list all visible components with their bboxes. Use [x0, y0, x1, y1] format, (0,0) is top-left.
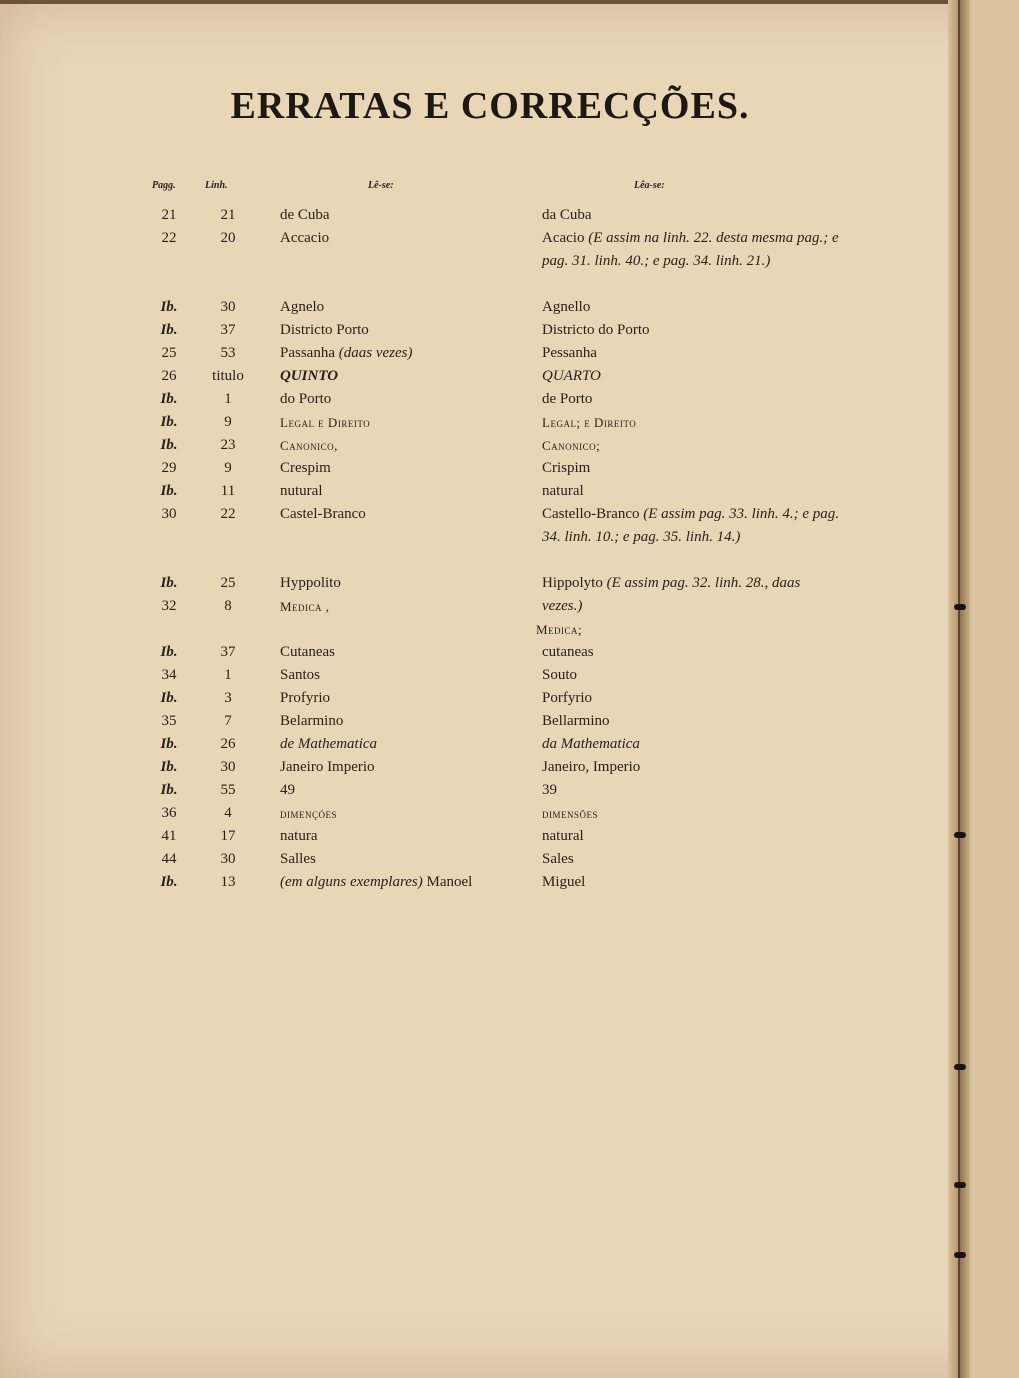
cell-le: natura — [280, 828, 318, 844]
table-row — [0, 779, 940, 802]
cell-lin: 20 — [220, 230, 236, 246]
cell-lin: 8 — [224, 598, 232, 614]
cell-lin: 25 — [220, 575, 236, 591]
stitch-mark — [954, 1064, 966, 1070]
cell-le: Janeiro Imperio — [280, 759, 375, 775]
cell-pag: 32 — [161, 598, 177, 614]
cell-lea: 39 — [542, 782, 557, 798]
cell-lea: Crispim — [542, 460, 591, 476]
table-row — [0, 365, 940, 388]
cell-pag: Ib. — [160, 690, 178, 706]
table-row — [0, 342, 940, 365]
table-row — [0, 411, 940, 434]
table-row — [0, 710, 940, 733]
table-row — [0, 687, 940, 710]
cell-lin: 30 — [220, 759, 236, 775]
cell-pag: 26 — [161, 368, 177, 384]
cell-pag: 21 — [161, 207, 177, 223]
cell-pag: Ib. — [160, 759, 178, 775]
cell-le: Santos — [280, 667, 321, 683]
cell-pag: Ib. — [160, 575, 178, 591]
stitch-mark — [954, 1182, 966, 1188]
table-row — [0, 480, 940, 503]
cell-le: Crespim — [280, 460, 331, 476]
cell-lea: Agnello — [542, 299, 591, 315]
cell-lea-main: Acacio — [542, 230, 585, 246]
cell-lin: 37 — [220, 644, 236, 660]
table-row — [0, 296, 940, 319]
page-title: ERRATAS E CORRECÇÕES. — [230, 85, 750, 127]
cell-pag: Ib. — [160, 782, 178, 798]
cell-lin: 53 — [220, 345, 236, 361]
cell-le — [280, 342, 412, 365]
cell-pag: 22 — [161, 230, 177, 246]
cell-lea — [542, 503, 842, 549]
table-row — [0, 848, 940, 871]
cell-pag: 44 — [161, 851, 177, 867]
cell-le: Canonico, — [280, 438, 338, 453]
cell-lin: 26 — [220, 736, 236, 752]
cell-lin: 7 — [224, 713, 232, 729]
errata-table — [0, 204, 940, 894]
cell-lea: de Porto — [542, 391, 593, 407]
cell-lea: Bellarmino — [542, 713, 610, 729]
table-row — [0, 227, 940, 296]
cell-lea: QUARTO — [542, 368, 601, 384]
table-row — [0, 388, 940, 411]
cell-le: Salles — [280, 851, 316, 867]
cell-lin: 4 — [224, 805, 232, 821]
cell-lea-note: (E assim pag. 33. linh. 4.; e pag. 34. linh. 10.; e pag. 35. linh. 14.) — [542, 506, 840, 545]
column-header-lea: Lêa-se: — [634, 180, 665, 191]
cell-lea: dimensões — [542, 806, 599, 821]
table-row — [0, 664, 940, 687]
cell-lea: Sales — [542, 851, 574, 867]
cell-pag: Ib. — [160, 644, 178, 660]
cell-lin: 22 — [220, 506, 236, 522]
cell-le: Belarmino — [280, 713, 344, 729]
column-header-lin: Linh. — [205, 180, 228, 191]
cell-lea — [542, 227, 842, 273]
cell-le — [280, 871, 472, 894]
table-row — [0, 802, 940, 825]
cell-lea: Janeiro, Imperio — [542, 759, 641, 775]
cell-pag: Ib. — [160, 322, 178, 338]
spine-thread — [958, 0, 960, 1378]
cell-lea-main: Castello-Branco — [542, 506, 640, 522]
cell-lea: natural — [542, 483, 584, 499]
cell-lea-main: Hippolyto — [542, 575, 603, 591]
table-row — [0, 204, 940, 227]
cell-le: Districto Porto — [280, 322, 369, 338]
cell-pag: 30 — [161, 506, 177, 522]
cell-le: QUINTO — [280, 368, 339, 384]
cell-pag: 41 — [161, 828, 177, 844]
cell-le: Hyppolito — [280, 575, 341, 591]
cell-le: Accacio — [280, 230, 330, 246]
cell-lea: Medica; — [536, 622, 583, 637]
cell-le-main: Passanha — [280, 345, 335, 361]
cell-lin: 13 — [220, 874, 236, 890]
column-header-pag: Pagg. — [152, 180, 176, 191]
table-row — [0, 434, 940, 457]
stitch-mark — [954, 832, 966, 838]
cell-le: dimençóes — [280, 806, 338, 821]
cell-lin: 1 — [224, 667, 232, 683]
cell-lea: da Cuba — [542, 207, 592, 223]
facing-page-edge — [970, 0, 1019, 1378]
cell-lin: 37 — [220, 322, 236, 338]
cell-le-note: (em alguns exemplares) — [280, 874, 423, 890]
cell-lea: Porfyrio — [542, 690, 592, 706]
table-row — [0, 319, 940, 342]
cell-lea: Pessanha — [542, 345, 597, 361]
cell-lin: 3 — [224, 690, 232, 706]
cell-le-note: (daas vezes) — [338, 345, 413, 361]
cell-lea: Miguel — [542, 874, 586, 890]
cell-pag: Ib. — [160, 414, 178, 430]
table-row — [0, 825, 940, 848]
cell-le: 49 — [280, 782, 295, 798]
cell-le: Profyrio — [280, 690, 330, 706]
table-row — [0, 595, 940, 618]
cell-pag: 25 — [161, 345, 177, 361]
cell-lin: 30 — [220, 299, 236, 315]
cell-lin: 17 — [220, 828, 236, 844]
table-header — [0, 180, 940, 196]
cell-pag: 35 — [161, 713, 177, 729]
cell-lea: Legal; e Direito — [542, 415, 637, 430]
top-edge — [0, 0, 1019, 4]
table-row — [0, 756, 940, 779]
table-row — [0, 457, 940, 480]
cell-le: Legal e Direito — [280, 415, 371, 430]
table-row — [0, 641, 940, 664]
table-row — [0, 733, 940, 756]
cell-le: Castel-Branco — [280, 506, 366, 522]
cell-pag: 36 — [161, 805, 177, 821]
cell-lin: 30 — [220, 851, 236, 867]
stitch-mark — [954, 1252, 966, 1258]
cell-lea-note: (E assim na linh. 22. desta mesma pag.; e pag. 31. linh. 40.; e pag. 34. linh. 21.) — [542, 230, 839, 269]
cell-lin: 11 — [220, 483, 236, 499]
cell-lea: da Mathematica — [542, 736, 640, 752]
cell-pag: Ib. — [160, 437, 178, 453]
cell-pag: Ib. — [160, 736, 178, 752]
cell-le: de Cuba — [280, 207, 330, 223]
cell-pag: Ib. — [160, 874, 178, 890]
table-row — [0, 871, 940, 894]
table-row — [0, 618, 940, 641]
cell-pag: Ib. — [160, 299, 178, 315]
cell-lin: 1 — [224, 391, 232, 407]
cell-pag: 34 — [161, 667, 177, 683]
column-header-le: Lê-se: — [368, 180, 394, 191]
cell-le: Medica , — [280, 599, 330, 614]
cell-le-main: Manoel — [426, 874, 473, 890]
cell-le: Agnelo — [280, 299, 325, 315]
cell-lea: cutaneas — [542, 644, 594, 660]
cell-lin: titulo — [212, 368, 244, 384]
cell-le: de Mathematica — [280, 736, 378, 752]
cell-lin: 9 — [224, 414, 232, 430]
cell-lea-note: (E assim pag. 32. linh. 28., daas vezes.) — [542, 575, 801, 614]
stitch-mark — [954, 604, 966, 610]
cell-lea: Canonico; — [542, 438, 601, 453]
cell-pag: 29 — [161, 460, 177, 476]
cell-le: do Porto — [280, 391, 332, 407]
cell-le: nutural — [280, 483, 323, 499]
cell-lea: natural — [542, 828, 584, 844]
table-row — [0, 503, 940, 572]
cell-le: Cutaneas — [280, 644, 335, 660]
cell-lin: 23 — [220, 437, 236, 453]
cell-lea: Districto do Porto — [542, 322, 650, 338]
cell-lin: 21 — [220, 207, 236, 223]
cell-lin: 55 — [220, 782, 236, 798]
cell-lin: 9 — [224, 460, 232, 476]
cell-lea: Souto — [542, 667, 578, 683]
cell-pag: Ib. — [160, 391, 178, 407]
cell-pag: Ib. — [160, 483, 178, 499]
